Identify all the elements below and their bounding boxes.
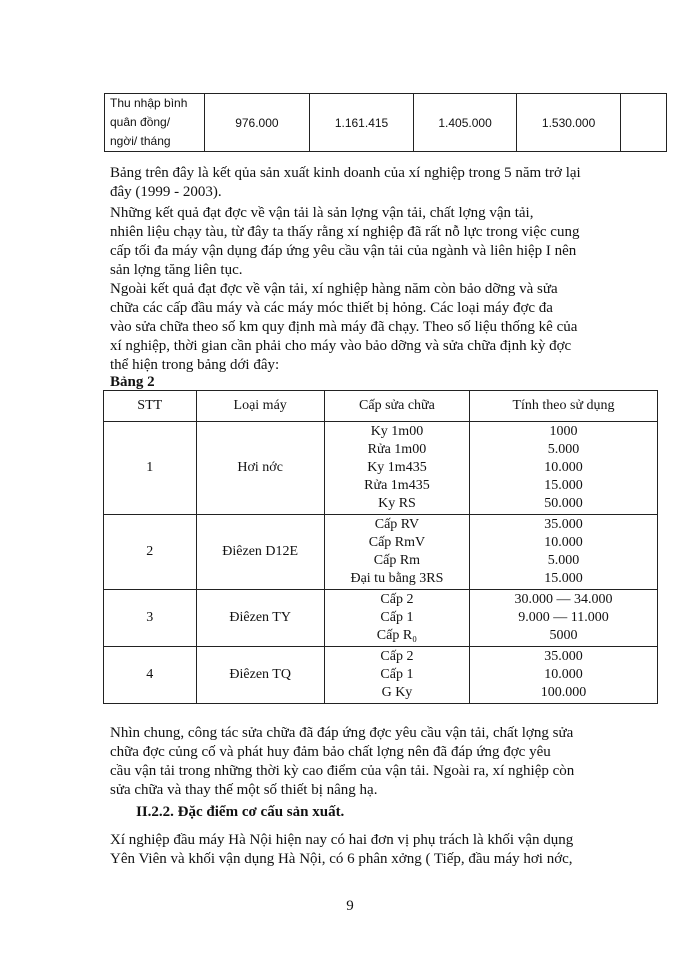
repair-level: Cấp 1 [380, 610, 414, 625]
text-line: nhiên liệu chạy tàu, từ đây ta thấy rằng xí nghiệp đã rất nỗ lực trong việc cung [110, 224, 580, 240]
text-line: đây (1999 - 2003). [110, 184, 222, 200]
income-label-cell [105, 94, 205, 152]
section-heading: II.2.2. Đặc điểm cơ cấu sản xuất. [136, 804, 345, 820]
usage-value: 50.000 [544, 496, 583, 511]
repair-level: Ky 1m435 [367, 460, 427, 475]
repair-level: Cấp RV [374, 517, 420, 532]
usage-value: 10.000 [544, 535, 583, 550]
header-repair-level: Cấp sửa chữa [324, 391, 469, 422]
repair-level-cell [324, 515, 469, 590]
stt-cell: 1 [104, 422, 197, 515]
header-usage: Tính theo sử dụng [470, 391, 658, 422]
usage-value: 15.000 [544, 571, 583, 586]
paragraph-1 [110, 164, 632, 202]
repair-level: G Ky [381, 685, 413, 700]
repair-level: Cấp 2 [380, 592, 414, 607]
paragraph-2 [110, 204, 632, 280]
income-value: 1.405.000 [413, 94, 517, 152]
label-line: Thu nhập bình [110, 96, 188, 110]
machine-type-cell: Điêzen D12E [196, 515, 324, 590]
page-number: 9 [346, 898, 354, 914]
usage-value: 15.000 [544, 478, 583, 493]
income-value [620, 94, 666, 152]
table-row [104, 590, 658, 647]
usage-value: 100.000 [540, 685, 587, 700]
maintenance-table [103, 390, 658, 704]
repair-level: Cấp 1 [380, 667, 414, 682]
stt-cell: 3 [104, 590, 197, 647]
text-line: xí nghiệp, thời gian cần phải cho máy vào bảo dỡng và sửa chữa định kỳ đợc [110, 338, 572, 354]
paragraph-3 [110, 280, 632, 375]
stt-cell: 4 [104, 647, 197, 704]
text-line: Yên Viên và khối vận dụng Hà Nội, có 6 phân xởng ( Tiếp, đầu máy hơi nớc, [110, 851, 573, 867]
table-row [104, 515, 658, 590]
text-line: sản lợng tăng liên tục. [110, 262, 243, 278]
usage-cell [470, 515, 658, 590]
text-line: cầu vận tải trong những thời kỳ cao điểm của vận tải. Ngoài ra, xí nghiệp còn [110, 763, 575, 779]
repair-level-cell [324, 422, 469, 515]
table2-title: Bảng 2 [110, 374, 155, 390]
income-value: 976.000 [204, 94, 310, 152]
usage-value: 30.000 — 34.000 [514, 592, 613, 607]
text-line: Ngoài kết quả đạt đợc về vận tải, xí nghiệp hàng năm còn bảo dỡng và sửa [110, 281, 558, 297]
text-line: Bảng trên đây là kết qủa sản xuất kinh doanh của xí nghiệp trong 5 năm trở lại [110, 165, 581, 181]
text-line: Những kết quả đạt đợc về vận tải là sản lợng vận tải, chất lợng vận tải, [110, 205, 534, 221]
machine-type-cell: Hơi nớc [196, 422, 324, 515]
text-line: chữa các cấp đầu máy và các máy móc thiết bị hỏng. Các loại máy đợc đa [110, 300, 553, 316]
income-table [104, 93, 667, 152]
repair-level: Cấp 2 [380, 649, 414, 664]
text-line: thể hiện trong bảng dới đây: [110, 357, 280, 373]
repair-level: Ky RS [378, 496, 416, 511]
usage-value: 35.000 [544, 517, 583, 532]
header-machine-type: Loại máy [196, 391, 324, 422]
table-row [104, 422, 658, 515]
text-line: Xí nghiệp đầu máy Hà Nội hiện nay có hai đơn vị phụ trách là khối vận dụng [110, 832, 574, 848]
repair-level-cell [324, 647, 469, 704]
usage-value: 5.000 [547, 553, 580, 568]
text-line: chữa đợc củng cố và phát huy đảm bảo chất lợng nên đã đáp ứng đợc yêu [110, 744, 551, 760]
paragraph-4 [110, 724, 632, 800]
text-line: cấp tối đa máy vận dụng đáp ứng yêu cầu vận tải của ngành và liên hiệp I nên [110, 243, 577, 259]
usage-value: 10.000 [544, 667, 583, 682]
repair-level: Đại tu bằng 3RS [350, 571, 444, 586]
repair-level: Cấp R₀ [376, 628, 418, 643]
text-line: sửa chữa và thay thế một số thiết bị nâng hạ. [110, 782, 378, 798]
repair-level: Cấp Rm [373, 553, 421, 568]
machine-type-cell: Điêzen TY [196, 590, 324, 647]
usage-value: 9.000 — 11.000 [518, 610, 609, 625]
table-row [105, 94, 667, 152]
table-header-row [104, 391, 658, 422]
usage-value: 5000 [549, 628, 578, 643]
usage-value: 10.000 [544, 460, 583, 475]
machine-type-cell: Điêzen TQ [196, 647, 324, 704]
label-line: quân đồng/ [110, 115, 171, 129]
text-line: vào sửa chữa theo số km quy định mà máy đã chạy. Theo số liệu thống kê của [110, 319, 578, 335]
label-line: ngời/ tháng [110, 134, 171, 148]
usage-cell [470, 422, 658, 515]
repair-level-cell [324, 590, 469, 647]
header-stt: STT [104, 391, 197, 422]
usage-cell [470, 647, 658, 704]
text-line: Nhìn chung, công tác sửa chữa đã đáp ứng đợc yêu cầu vận tải, chất lợng sửa [110, 725, 574, 741]
income-value: 1.530.000 [517, 94, 621, 152]
repair-level: Cấp RmV [368, 535, 426, 550]
usage-cell [470, 590, 658, 647]
repair-level: Rửa 1m00 [367, 442, 427, 457]
income-value: 1.161.415 [310, 94, 414, 152]
stt-cell: 2 [104, 515, 197, 590]
table-row [104, 647, 658, 704]
paragraph-5 [110, 831, 632, 869]
usage-value: 1000 [549, 424, 578, 439]
repair-level: Ky 1m00 [370, 424, 424, 439]
usage-value: 35.000 [544, 649, 583, 664]
usage-value: 5.000 [547, 442, 580, 457]
repair-level: Rửa 1m435 [364, 478, 430, 493]
